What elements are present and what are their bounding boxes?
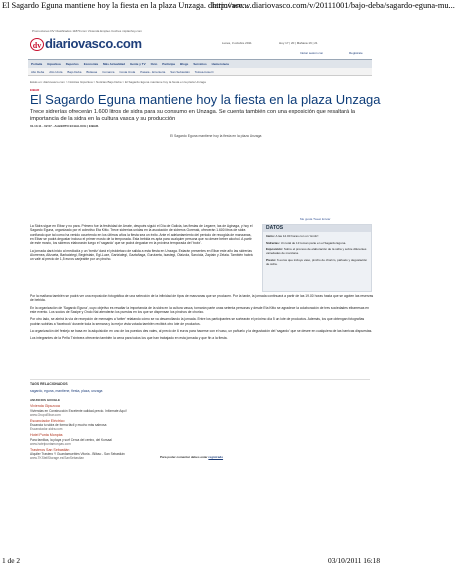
register-comment-link[interactable]: registrado bbox=[208, 455, 224, 459]
article-image bbox=[30, 140, 370, 214]
datos-box bbox=[262, 224, 372, 292]
ad-text: Escancia tu sidra de forma fácil y mucho más sabrosa bbox=[30, 423, 107, 428]
top-links[interactable]: Promociones DV Clasificados 11870.com Vivienda Empleo Coches miplanhoy.com bbox=[32, 29, 143, 33]
ad-text: Para familias, la playa y surf Cerca del centro, del Kursaal bbox=[30, 437, 112, 442]
datos-title: DATOS bbox=[263, 225, 371, 232]
ad-title[interactable]: Trasteros San Sebastián bbox=[30, 447, 70, 452]
subnav-item-3[interactable]: Bidasoa bbox=[86, 69, 98, 74]
nav-item-9[interactable]: Servicios bbox=[193, 62, 207, 66]
current-date: Lunes, 3 octubre 2011 bbox=[222, 41, 252, 45]
article-paragraph: La jornada dará inicio al mediodía y un 'txmitz' dará el pistoletazo de salida a esta fiesta en Unzaga. Estarán presentes en Eibar este año las sidrerías Alorrenea, Altzueta, Barkaiztegi, Begiristain, Egi-Luze, Gartzialegi, Gaztañaga, Gurutzeta, Isastegi, Olaizola, Saroiola, Zapiain y Zelaia. También habrá un valé al precio de 1,5 euros canjeable por un pincho. bbox=[30, 248, 253, 262]
ad-title[interactable]: Escanciador Eléctrico bbox=[30, 418, 65, 423]
weather-widget[interactable]: Hoy 17 | 20 | Mañana 16 | 21 bbox=[279, 41, 318, 45]
datos-item-label: Precio: bbox=[266, 257, 277, 262]
sub-nav bbox=[28, 68, 372, 76]
datos-item-label: Sidrerías: bbox=[266, 240, 280, 245]
article-byline: 01.10.11 - 02:07 - ALBERTO ECHALUCE | EIBAR. bbox=[30, 124, 100, 128]
article-paragraph: Por la mañana también se podrá ver una exposición fotográfica de una selección de la infinidad de tipos de manzanas que se producen. Por la tarde, la jornada continuará a partir de las 19.00 horas hasta que se agoten las reservas de bebida. bbox=[30, 294, 374, 303]
ad-url: www.TKStellStorage.es/SanSebastian bbox=[30, 456, 85, 461]
nav-item-0[interactable]: Portada bbox=[31, 62, 43, 66]
logo-text: diariovasco.com bbox=[45, 36, 142, 51]
nav-item-6[interactable]: Ocio bbox=[150, 62, 158, 66]
article-lead: Trece sidrerías ofrecerán 1.600 litros de sidra para su consumo en Unzaga. Se cuenta también con una exposición que resaltará la importancia de la sidra en la cultura vasca y su producción bbox=[30, 109, 356, 122]
ad-text: Alquiler Trastero Y Guardamuebles Vitoria - Bilbao - San Sebastián bbox=[30, 452, 125, 457]
article-paragraph: Por otro lado, se abrirá la vía de recepción de mensajes a 'twiter' relatando cómo se va desarrollando la jornada. Entre los participantes se sortearán el próximo día 5 un lote de productos. Además, los que obtengan fotografías podrán subirlas a 'facebook' durante toda la semana y la mejor vista votada también recibirá otro lote de productos. bbox=[30, 317, 365, 326]
article-body-top bbox=[30, 224, 255, 265]
article-paragraph: La organización del festejo se basa en la adquisición en uno de los puestos des vales, al precio de 6 euros para hacerse con el vaso, un pañuelo y la degustación del 'sagardo' que se desee en cualquiera de las barricas dispuestas. bbox=[30, 329, 373, 334]
ad-text: Viviendas en Construcción Excelente calidad-precio. Infórmate Aquí! bbox=[30, 408, 127, 413]
ad-item[interactable] bbox=[30, 404, 230, 417]
article-paragraph: La Sidra sigue en Eibar y no para. Primero fue la festividad de Arrate, después siguió el Día de Galicia, las fiestas de Legarre, las de Aginaga, y hoy el Sagardo Eguna, organizado por el colectivo Eta Kitto. Trece sidrerías unidas en la asociación de sidreros Gorenak, ofrecerán 1.600 litros de sidra confiando que tal como ha venido ocurriendo en los últimos años la fiesta sea un éxito. Ante el adelantamiento del periodo de recogida de manzanas, en Eibar se podrá degustar incluso el primer mosto de la temporada. Esta bebida es apta para cualquier persona que no desee beber alcohol. A partir de este mosto, los sidreros elaborarán luego el 'sagardo' que se podrá degustar en la próxima temporada del 'txotx'. bbox=[30, 224, 253, 246]
ad-title[interactable]: Hotel Punta Monpás bbox=[30, 433, 63, 437]
nav-item-8[interactable]: Blogs bbox=[179, 62, 189, 66]
subnav-item-8[interactable]: Tolosa-Goierri bbox=[194, 69, 214, 74]
ad-url: Escanciador-sidra.com bbox=[30, 427, 63, 432]
nav-item-2[interactable]: Deportes bbox=[65, 62, 79, 66]
ad-title[interactable]: Vivienda Gipuzcoa bbox=[30, 404, 60, 408]
subnav-item-2[interactable]: Bajo Deba bbox=[67, 69, 82, 74]
image-caption: El Sagardo Eguna mantiene hoy la fiesta en la plaza Unzaga bbox=[170, 134, 262, 138]
nav-item-3[interactable]: Economía bbox=[83, 62, 99, 66]
tags-heading: TAGS RELACIONADOS bbox=[30, 382, 68, 386]
nav-item-7[interactable]: Participa bbox=[162, 62, 175, 66]
subnav-item-7[interactable]: San Sebastián bbox=[170, 69, 190, 74]
share-buttons[interactable]: Me gusta Tweet Enviar bbox=[300, 217, 331, 221]
ad-item[interactable] bbox=[30, 419, 230, 432]
datos-item bbox=[266, 241, 368, 245]
subnav-item-1[interactable]: Alto Urola bbox=[49, 69, 63, 74]
login-link[interactable]: Iniciar sesión con bbox=[300, 51, 324, 55]
print-header-url: http://www.diariovasco.com/v/20111001/bajo-deba/sagardo-eguna-mu... bbox=[212, 1, 455, 10]
register-link[interactable]: Registrate bbox=[349, 51, 363, 55]
datos-item bbox=[266, 234, 368, 238]
subnav-item-4[interactable]: Comarca bbox=[102, 69, 115, 74]
nav-item-1[interactable]: Gipuzkoa bbox=[47, 62, 61, 66]
ads-heading: ANUNCIOS GOOGLE bbox=[30, 398, 61, 402]
subnav-item-5[interactable]: Costa Urola bbox=[119, 69, 136, 74]
article-body-bottom bbox=[30, 294, 375, 344]
print-footer-page: 1 de 2 bbox=[2, 556, 21, 565]
datos-item-text: 6 euros que incluye vaso, pincho de chorizo, pañuelo y degustación de sidra. bbox=[266, 257, 368, 266]
comment-notice bbox=[160, 455, 223, 459]
logo-mark: dv bbox=[30, 38, 44, 51]
datos-item bbox=[266, 247, 368, 255]
datos-item-text: A las 12.00 horas con un 'txmitz'. bbox=[275, 234, 320, 238]
ad-item[interactable] bbox=[30, 433, 230, 446]
comment-notice-text: Para poder comentar debes estar bbox=[160, 455, 208, 459]
ad-url: www.GrupoEibar.com bbox=[30, 412, 61, 417]
article-title: El Sagardo Eguna mantiene hoy la fiesta en la plaza Unzaga bbox=[30, 92, 381, 107]
article-paragraph: En la organización de 'Sagardo Eguna', cuyo objetivo es resaltar la importancia de la sidra en la cultura vasca, tomarán parte unas setenta personas y desde Eta Kitto se agradece la colaboración de tres sociedades eibarresas en este evento. Los socios de Sasipe y Ondo Nai atenderán los puestos en los que se dispensan los pinchos de chorizo. bbox=[30, 305, 370, 315]
site-logo[interactable] bbox=[30, 37, 142, 51]
tags-divider bbox=[30, 379, 370, 380]
datos-item-label: Inicio: bbox=[266, 234, 275, 238]
nav-item-5[interactable]: Gente y TV bbox=[129, 62, 146, 66]
datos-item-label: Exposición: bbox=[266, 247, 284, 251]
section-label[interactable]: EIBAR bbox=[30, 88, 40, 92]
breadcrumb[interactable]: Estás en: diariovasco.com > Noticias Gipuzkoa > Noticias Bajo Deba > El Sagardo Eguna mantiene hoy la fiesta en la plaza Unzaga bbox=[30, 80, 206, 84]
print-header-title: El Sagardo Eguna mantiene hoy la fiesta en la plaza Unzaga. diariovasc... bbox=[2, 1, 249, 10]
print-footer-datetime: 03/10/2011 16:18 bbox=[328, 556, 381, 565]
ads-list bbox=[30, 404, 230, 462]
ad-url: www.hotelpuntamonpas.com bbox=[30, 441, 71, 446]
nav-item-10[interactable]: Hemeroteca bbox=[211, 62, 229, 66]
subnav-item-6[interactable]: Pasaia - Errenteria bbox=[140, 69, 166, 74]
datos-item-text: Un total de 13 toman parte en el Sagardo Eguna. bbox=[280, 240, 347, 245]
tags-list[interactable]: sagardo, eguna, mantiene, fiesta, plaza, unzaga bbox=[30, 389, 103, 393]
subnav-item-0[interactable]: Alto Deba bbox=[31, 69, 45, 74]
datos-item-text: Sobre el proceso de elaboración de la sidra y sobre diferentes variedades de manzana. bbox=[266, 247, 367, 255]
datos-item bbox=[266, 258, 368, 266]
nav-item-4[interactable]: Más Actualidad bbox=[103, 62, 125, 66]
article-paragraph: Los integrantes de la Peña Txintxera ofrecerán también la cena para todos los que han trabajado en esta jornada y que fin a la fiesta. bbox=[30, 336, 228, 341]
